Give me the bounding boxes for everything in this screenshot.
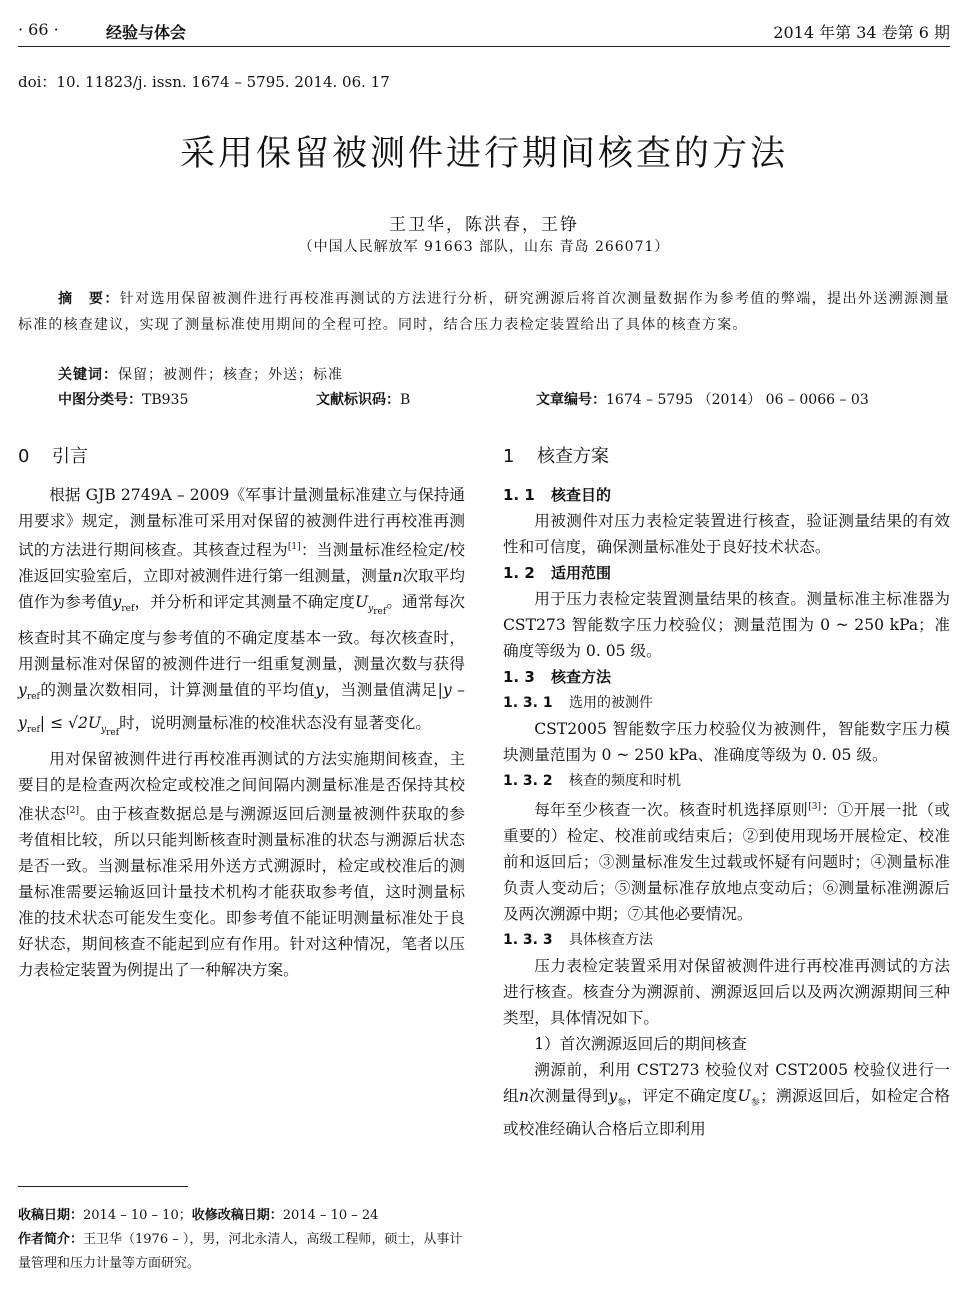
section-heading-intro: [18, 442, 465, 468]
footnote-divider: [18, 1186, 188, 1187]
right-column: [503, 442, 950, 1142]
affiliation: （中国人民解放军 91663 部队，山东 青岛 266071）: [298, 239, 670, 255]
intro-paragraph-1: 根据 GJB 2749A – 2009《军事计量测量标准建立与保持通用要求》规定，测量标准可采用对保留的被测件进行再校准再测试的方法进行期间核查。其核查过程为[1]：当测量标准经检定/校准返回实验室后，立即对被测件进行第一组测量，测量n次取平均值作为参考值$y_{ref}$，并分析和评定其测量不确定度$U_{y_{ref}}$。通常每次核查时其不确定度与参考值的不确定度基本一致。每次核查时，用测量标准对保留的被测件进行一组重复测量，测量次数与获得$y_{ref}$的测量次数相同，计算测量值的平均值y，当测量值满足$|y - y_{ref}| \le √2U_{y_{ref}}$时，说明测量标准的校准状态没有显著变化。: [18, 486, 465, 739]
paragraph: 用被测件对压力表检定装置进行核查，验证测量结果的有效性和可信度，确保测量标准处于良好技术状态。: [503, 512, 950, 556]
abstract-text: 针对选用保留被测件进行再校准再测试的方法进行分析，研究溯源后将首次测量数据作为参考值的弊端，提出外送溯源测量标准的核查建议，实现了测量标准使用期间的全程可控。同时，结合压力表检定装置给出了具体的核查方案。: [18, 291, 950, 333]
clc-label: 中图分类号：: [58, 392, 142, 408]
doc-code: [316, 389, 410, 409]
keywords: [58, 364, 343, 384]
subsection-heading: 1. 1 核查目的: [503, 486, 612, 504]
list-item: 1）首次溯源返回后的期间核查: [534, 1035, 747, 1054]
intro-paragraph-2: 用对保留被测件进行再校准再测试的方法实施期间核查，主要目的是检查两次检定或校准之间间隔内测量标准是否保持其校准状态[2]。由于核查数据总是与溯源返回后测量被测件获取的参考值相比较，所以只能判断核查时测量标准的状态与溯源后状态是否一致。当测量标准采用外送方式溯源时，检定或校准后的测量标准需要运输返回计量技术机构才能获取参考值，这时测量标准的技术状态可能发生变化。即参考值不能证明测量标准处于良好状态，期间核查不能起到应有作用。针对这种情况，笔者以压力表检定装置为例提出了一种解决方案。: [18, 750, 465, 980]
article-title: 采用保留被测件进行期间核查的方法: [179, 134, 788, 174]
section-name: 经验与体会: [106, 23, 187, 42]
article-number: [536, 389, 869, 409]
issue-info: 2014 年第 34 卷第 6 期: [773, 23, 950, 42]
paragraph: 每年至少核查一次。核查时机选择原则[3]：①开展一批（或重要的）检定、校准前或结束后；②到使用现场开展检定、校准前和返回后；③测量标准发生过载或怀疑有问题时；④测量标准负责人变动后；⑤测量标准存放地点变动后；⑥测量标准溯源后及两次溯源中期；⑦其他必要情况。: [503, 801, 950, 924]
citation: [1]: [287, 542, 301, 552]
paragraph: 用于压力表检定装置测量结果的核查。测量标准主标准器为 CST273 智能数字压力校验仪；测量范围为 0 ~ 250 kPa；准确度等级为 0. 05 级。: [503, 590, 950, 660]
header-divider: [18, 46, 950, 47]
doc-value: B: [400, 392, 411, 408]
subsubsection-heading: 1. 3. 3 具体核查方法: [503, 932, 653, 949]
author-bio: 作者简介：王卫华（1976 – ），男，河北永清人，高级工程师，硕士，从事计量管理和压力计量等方面研究。: [18, 1232, 463, 1271]
paragraph: 压力表检定装置采用对保留被测件进行再校准再测试的方法进行核查。核查分为溯源前、溯源返回后以及两次溯源期间三种类型，具体情况如下。: [503, 957, 950, 1028]
citation: [3]: [808, 802, 821, 812]
left-column: [18, 442, 465, 983]
clc-code: [58, 389, 188, 409]
paragraph: CST2005 智能数字压力校验仪为被测件，智能数字压力模块测量范围为 0 ~ 250 kPa、准确度等级为 0. 05 级。: [503, 720, 950, 764]
page-number: · 66 ·: [18, 20, 59, 39]
doi: doi：10. 11823/j. issn. 1674 – 5795. 2014. 06. 17: [18, 73, 390, 91]
doc-label: 文献标识码：: [316, 392, 400, 408]
article-label: 文章编号：: [536, 392, 606, 408]
clc-value: TB935: [142, 392, 189, 408]
subsubsection-heading: 1. 3. 1 选用的被测件: [503, 695, 653, 711]
section-title: 引言: [52, 446, 88, 467]
keywords-label: 关键词：: [58, 367, 118, 383]
section-number: 1: [503, 446, 515, 467]
section-heading-plan: [503, 442, 950, 468]
article-value: 1674 – 5795 （2014） 06 – 0066 – 03: [606, 392, 869, 408]
subsection-heading: 1. 2 适用范围: [503, 564, 612, 582]
paragraph: 溯源前，利用 CST273 校验仪对 CST2005 校验仪进行一组n次测量得到$y_参$，评定不确定度$U_参$；溯源返回后，如检定合格或校准经确认合格后立即利用: [503, 1061, 950, 1139]
date-line: 收稿日期：2014 – 10 – 10；收修改稿日期：2014 – 10 – 24: [18, 1208, 379, 1223]
subsubsection-heading: 1. 3. 2 核查的频度和时机: [503, 773, 681, 789]
abstract: [18, 286, 950, 338]
section-title: 核查方案: [537, 446, 609, 467]
subsection-heading: 1. 3 核查方法: [503, 668, 612, 686]
citation: [2]: [66, 806, 79, 817]
keywords-text: 保留；被测件；核查；外送；标准: [118, 367, 343, 383]
footnote: [18, 1204, 465, 1276]
authors: 王卫华，陈洪春，王铮: [389, 215, 579, 235]
running-header: [18, 14, 950, 44]
abstract-label: 摘 要：: [58, 291, 120, 307]
section-number: 0: [18, 446, 30, 467]
